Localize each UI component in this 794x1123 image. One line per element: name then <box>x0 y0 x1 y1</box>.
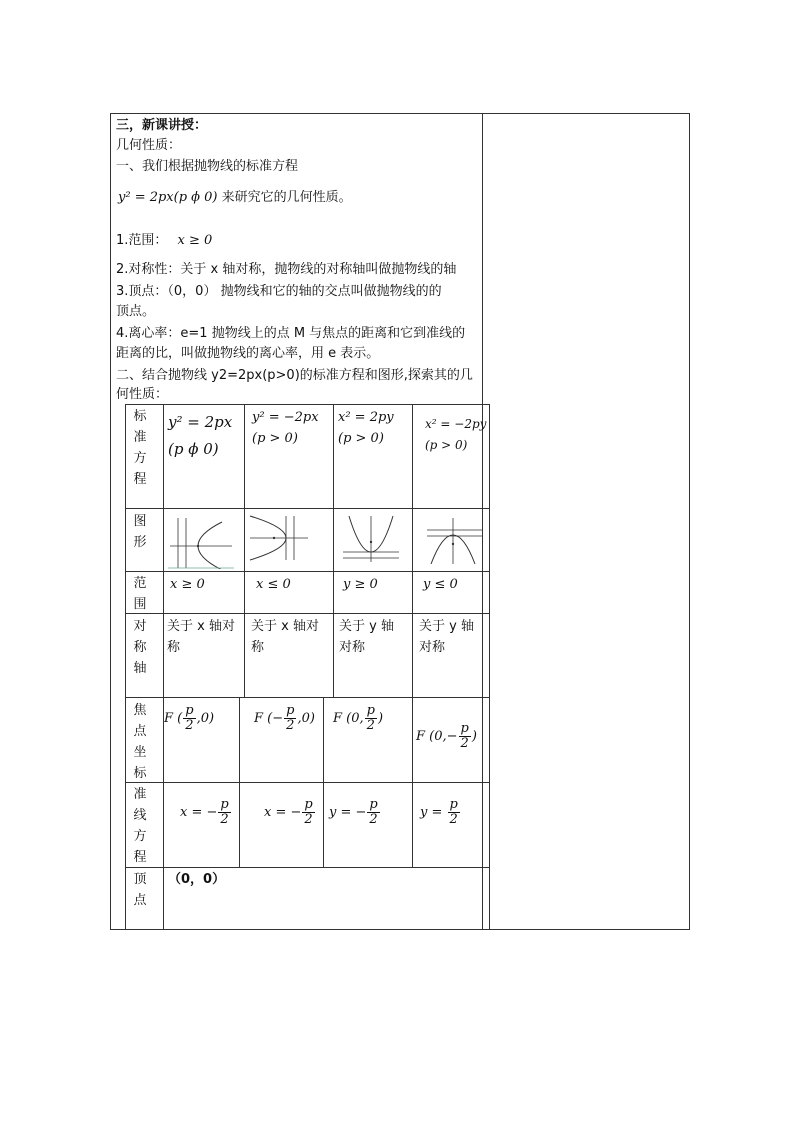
directrix-cell-3: y = − $\frac{p}{2}$ <box>329 797 378 827</box>
equation-cell-3: x² = 2py (p > 0) <box>338 410 394 446</box>
directrix-cell-4: y = $\frac{p}{2}$ <box>420 797 458 827</box>
range-cell-4: y ≤ 0 <box>423 577 458 592</box>
part2-line1: 二、结合抛物线 y2=2px(p>0)的标准方程和图形,探索其的几 <box>116 368 473 383</box>
row-label-vertex: 顶 点 <box>133 872 147 908</box>
prop-eccentricity-line2: 距离的比，叫做抛物线的离心率，用 e 表示。 <box>116 346 380 361</box>
row-label-directrix: 准 线 方 程 <box>133 787 147 865</box>
row-label-graph: 图 形 <box>133 514 147 550</box>
prop-vertex-line2: 顶点。 <box>116 304 156 319</box>
vertex-cell: （0，0） <box>168 872 226 887</box>
prop-symmetry: 2.对称性：关于 x 轴对称，抛物线的对称轴叫做抛物线的轴 <box>116 262 457 277</box>
graph-down-opening <box>425 516 485 566</box>
standard-equation: y² = 2px(p ϕ 0) <box>118 190 218 205</box>
directrix-cell-2: x = − $\frac{p}{2}$ <box>264 797 313 827</box>
row-label-axis: 对 称 轴 <box>133 619 147 676</box>
axis-cell-3: 关于 y 轴 对称 <box>339 619 394 655</box>
prop-eccentricity-line1: 4.离心率：e=1 抛物线上的点 M 与焦点的距离和它到准线的 <box>116 326 466 341</box>
geo-props-heading: 几何性质： <box>116 138 182 153</box>
axis-cell-2: 关于 x 轴对 称 <box>251 619 319 655</box>
focus-cell-1: F ( $\frac{p}{2}$ ,0) <box>164 703 215 733</box>
range-cell-2: x ≤ 0 <box>256 577 291 592</box>
equation-cell-1: y² = 2px (p ϕ 0) <box>168 413 233 458</box>
range-cell-1: x ≥ 0 <box>170 577 205 592</box>
prop-range-value: x ≥ 0 <box>177 233 213 248</box>
prop-range-label: 1.范围： <box>116 233 168 248</box>
standard-equation-suffix: 来研究它的几何性质。 <box>221 190 352 205</box>
row-label-equation: 标 准 方 程 <box>133 409 147 487</box>
part2-line2: 何性质： <box>116 387 169 402</box>
focus-cell-4: F (0,− $\frac{p}{2}$ ) <box>416 721 477 751</box>
intro-line: 一、我们根据抛物线的标准方程 <box>116 159 299 174</box>
prop-range <box>116 231 212 250</box>
graph-right-opening <box>168 512 234 569</box>
directrix-cell-1: x = − $\frac{p}{2}$ <box>180 797 229 827</box>
axis-cell-1: 关于 x 轴对 称 <box>167 619 235 655</box>
graph-left-opening <box>248 512 310 562</box>
prop-vertex-line1: 3.顶点：（0，0） 抛物线和它的轴的交点叫做抛物线的的 <box>116 284 442 299</box>
section-title: 三，新课讲授： <box>116 118 208 133</box>
row-label-focus: 焦 点 坐 标 <box>133 703 147 781</box>
equation-cell-4: x² = −2py (p > 0) <box>425 417 487 452</box>
graph-up-opening <box>339 512 401 564</box>
focus-cell-2: F (− $\frac{p}{2}$ ,0) <box>254 703 315 733</box>
range-cell-3: y ≥ 0 <box>343 577 378 592</box>
equation-cell-2: y² = −2px (p > 0) <box>252 410 319 446</box>
standard-equation-line <box>118 188 352 207</box>
row-label-range: 范 围 <box>133 576 147 612</box>
axis-cell-4: 关于 y 轴 对称 <box>419 619 474 655</box>
focus-cell-3: F (0, $\frac{p}{2}$ ) <box>333 703 384 733</box>
